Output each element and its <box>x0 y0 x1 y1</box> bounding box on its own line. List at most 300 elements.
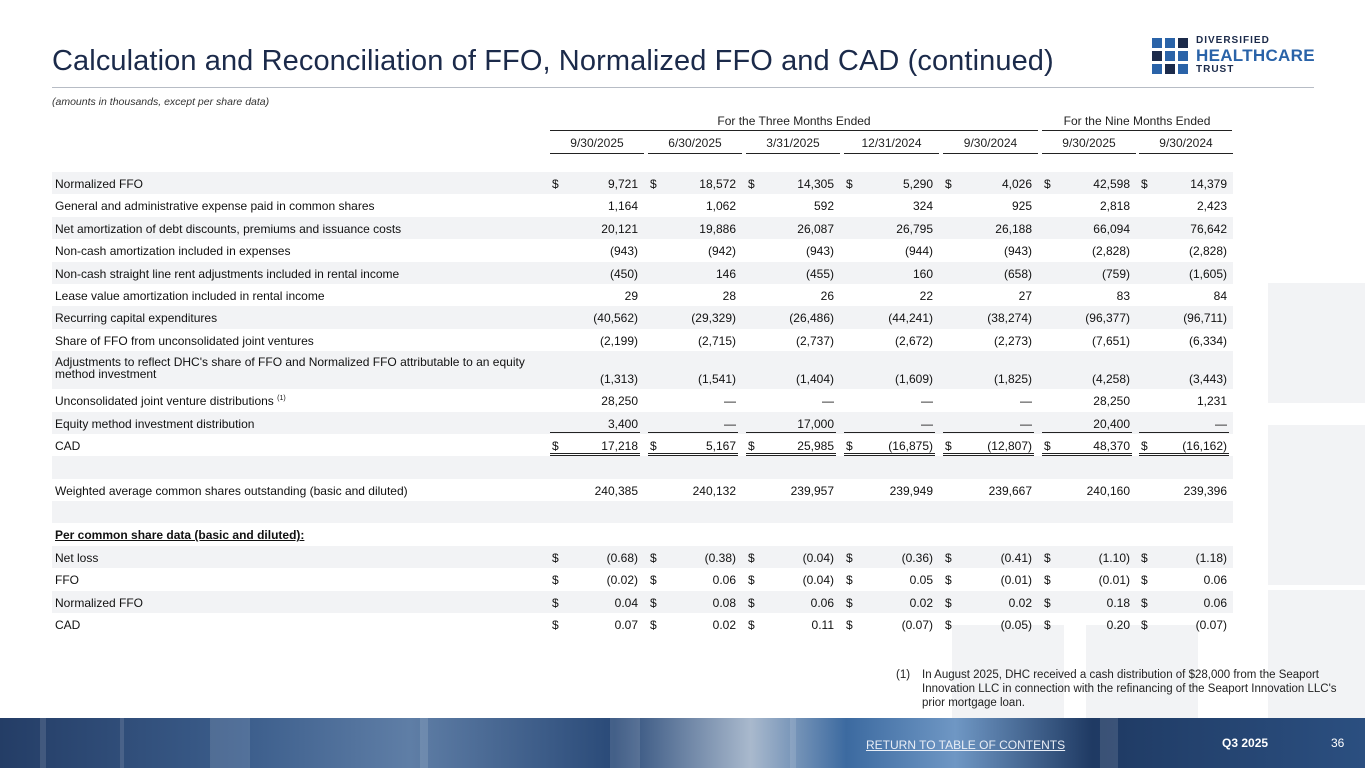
cell-value: (0.07) <box>901 618 933 633</box>
dollar-sign: $ <box>748 618 755 633</box>
footnote-number: (1) <box>896 669 911 681</box>
table-cell <box>746 439 836 456</box>
cell-value: — <box>1215 416 1227 431</box>
page-title: Calculation and Reconciliation of FFO, Normalized FFO and CAD (continued) <box>52 45 1054 77</box>
table-cell <box>943 439 1034 456</box>
table-cell <box>648 394 738 408</box>
logo-text-line-3: TRUST <box>1196 64 1235 75</box>
cell-value: (0.04) <box>802 550 834 565</box>
cell-value: 0.06 <box>810 595 834 610</box>
cell-value: 28 <box>722 288 736 303</box>
table-cell <box>844 484 935 498</box>
table-cell <box>1139 484 1229 498</box>
row-label <box>55 289 325 303</box>
table-cell <box>550 461 640 475</box>
table-cell <box>648 177 738 191</box>
cell-value: (2,199) <box>599 333 638 348</box>
table-cell <box>844 439 935 456</box>
dollar-sign: $ <box>552 550 559 565</box>
dollar-sign: $ <box>846 618 853 633</box>
cell-value: 4,026 <box>1001 177 1032 191</box>
cell-value: 28,250 <box>1093 394 1130 409</box>
table-row <box>52 306 1233 328</box>
cell-value: 3,400 <box>607 416 638 431</box>
table-cell <box>1139 573 1229 587</box>
table-row <box>52 412 1233 434</box>
table-cell <box>746 267 836 281</box>
cell-value: 22 <box>919 288 933 303</box>
table-cell <box>1139 199 1229 213</box>
dollar-sign: $ <box>846 438 853 453</box>
table-cell <box>943 199 1034 213</box>
table-row <box>52 501 1233 523</box>
cell-value: 5,290 <box>902 177 933 191</box>
row-label <box>55 199 375 213</box>
table-cell <box>648 244 738 258</box>
table-row <box>52 434 1233 456</box>
table-cell <box>844 177 935 191</box>
table-cell <box>943 222 1034 236</box>
dollar-sign: $ <box>1141 177 1148 191</box>
table-cell <box>1042 618 1132 632</box>
table-cell <box>844 244 935 258</box>
table-cell <box>746 394 836 408</box>
table-cell <box>648 267 738 281</box>
cell-value: 27 <box>1018 288 1032 303</box>
dollar-sign: $ <box>846 550 853 565</box>
dollar-sign: $ <box>945 573 952 588</box>
footer-quarter: Q3 2025 <box>1222 736 1269 750</box>
table-cell <box>648 506 738 520</box>
table-row <box>52 284 1233 306</box>
table-cell <box>746 372 836 386</box>
column-date-header: 9/30/2024 <box>943 136 1038 154</box>
cell-value: 0.06 <box>712 573 736 588</box>
cell-value: (0.41) <box>1000 550 1032 565</box>
cell-value: 240,385 <box>594 483 638 498</box>
table-cell <box>550 267 640 281</box>
title-divider <box>52 87 1314 88</box>
table-cell <box>550 394 640 408</box>
dollar-sign: $ <box>748 550 755 565</box>
table-cell <box>943 417 1034 433</box>
table-cell <box>550 177 640 191</box>
table-cell <box>943 244 1034 258</box>
table-cell <box>550 596 640 610</box>
row-label <box>55 484 408 498</box>
cell-value: (2,715) <box>697 333 736 348</box>
column-date-header: 9/30/2024 <box>1139 136 1233 154</box>
table-cell <box>844 618 935 632</box>
cell-value: (7,651) <box>1091 333 1130 348</box>
table-cell <box>844 506 935 520</box>
row-label-text: Adjustments to reflect DHC's share of FFO and Normalized FFO attributable to an equity method investment <box>55 355 525 382</box>
row-label <box>55 222 401 236</box>
row-label <box>55 618 80 632</box>
cell-value: (26,486) <box>789 311 834 326</box>
table-cell <box>1139 222 1229 236</box>
table-cell <box>550 417 640 433</box>
cell-value: 14,379 <box>1190 177 1227 191</box>
cell-value: (96,711) <box>1183 311 1227 326</box>
table-cell <box>943 311 1034 325</box>
table-cell <box>943 484 1034 498</box>
cell-value: 42,598 <box>1093 177 1130 191</box>
dollar-sign: $ <box>748 595 755 610</box>
row-label-text: Non-cash straight line rent adjustments included in rental income <box>55 266 400 281</box>
row-label <box>55 551 98 565</box>
cell-value: — <box>724 416 736 431</box>
row-label-text: Per common share data (basic and diluted): <box>55 528 305 543</box>
table-cell <box>746 618 836 632</box>
table-cell <box>1139 267 1229 281</box>
row-label <box>55 244 290 258</box>
row-label <box>55 356 535 380</box>
cell-value: (29,329) <box>691 311 736 326</box>
cell-value: (0.38) <box>704 550 736 565</box>
dollar-sign: $ <box>552 438 559 453</box>
row-label <box>55 334 314 348</box>
dollar-sign: $ <box>1141 438 1148 453</box>
table-cell <box>1042 177 1132 191</box>
table-row <box>52 351 1233 389</box>
table-cell <box>844 267 935 281</box>
table-cell <box>844 551 935 565</box>
cell-value: 160 <box>912 266 933 281</box>
cell-value: 17,218 <box>601 438 638 453</box>
cell-value: 0.06 <box>1203 595 1227 610</box>
row-label-text: Net loss <box>55 550 99 565</box>
cell-value: 29 <box>624 288 638 303</box>
table-cell <box>1042 244 1132 258</box>
table-cell <box>1042 311 1132 325</box>
column-date-header: 12/31/2024 <box>844 136 939 154</box>
cell-value: 239,667 <box>988 483 1032 498</box>
logo-text-line-2: HEALTHCARE <box>1196 46 1315 65</box>
cell-value: 0.02 <box>712 618 736 633</box>
table-cell <box>648 573 738 587</box>
cell-value: 239,957 <box>790 483 834 498</box>
cell-value: (38,274) <box>987 311 1032 326</box>
column-date-header: 9/30/2025 <box>550 136 644 154</box>
table-cell <box>550 289 640 303</box>
cell-value: (40,562) <box>593 311 638 326</box>
dollar-sign: $ <box>748 438 755 453</box>
table-cell <box>746 334 836 348</box>
table-cell <box>746 506 836 520</box>
table-cell <box>844 199 935 213</box>
cell-value: (0.36) <box>901 550 933 565</box>
footnote-ref: (1) <box>277 395 286 403</box>
dollar-sign: $ <box>748 177 755 191</box>
table-cell <box>648 618 738 632</box>
table-cell <box>943 618 1034 632</box>
row-label-text: Net amortization of debt discounts, premiums and issuance costs <box>55 221 402 236</box>
table-cell <box>1042 222 1132 236</box>
logo-text-line-1: DIVERSIFIED <box>1196 35 1270 46</box>
cell-value: (943) <box>609 244 638 259</box>
table-cell <box>1042 461 1132 475</box>
cell-value: (1.10) <box>1098 550 1130 565</box>
table-cell <box>746 596 836 610</box>
cell-value: — <box>1020 416 1032 431</box>
cell-value: 0.07 <box>614 618 638 633</box>
cell-value: (0.05) <box>1000 618 1032 633</box>
cell-value: 25,985 <box>797 438 834 453</box>
row-label-text: General and administrative expense paid in common shares <box>55 199 375 214</box>
cell-value: (1,609) <box>894 372 933 387</box>
cell-value: 83 <box>1116 288 1130 303</box>
table-cell <box>746 222 836 236</box>
cell-value: (759) <box>1101 266 1130 281</box>
cell-value: 240,160 <box>1086 483 1130 498</box>
cell-value: 592 <box>813 199 834 214</box>
table-cell <box>1042 528 1132 542</box>
row-label-text: Lease value amortization included in rental income <box>55 288 325 303</box>
table-cell <box>943 372 1034 386</box>
cell-value: (943) <box>1003 244 1032 259</box>
cell-value: 14,305 <box>797 177 834 191</box>
cell-value: (1,404) <box>795 372 834 387</box>
cell-value: — <box>1020 394 1032 409</box>
table-cell <box>844 311 935 325</box>
dollar-sign: $ <box>945 618 952 633</box>
table-cell <box>1042 394 1132 408</box>
cell-value: 0.04 <box>614 595 638 610</box>
table-cell <box>943 596 1034 610</box>
cell-value: 0.18 <box>1106 595 1130 610</box>
table-row <box>52 172 1233 194</box>
table-row <box>52 546 1233 568</box>
table-cell <box>1042 506 1132 520</box>
cell-value: 1,062 <box>705 199 736 214</box>
table-cell <box>746 573 836 587</box>
row-label <box>55 267 399 281</box>
dollar-sign: $ <box>748 573 755 588</box>
table-row <box>52 194 1233 216</box>
row-label-text: CAD <box>55 438 81 453</box>
dollar-sign: $ <box>1141 550 1148 565</box>
table-cell <box>1042 199 1132 213</box>
cell-value: (0.68) <box>606 550 638 565</box>
table-cell <box>844 222 935 236</box>
cell-value: 20,400 <box>1093 416 1130 431</box>
cell-value: 0.05 <box>909 573 933 588</box>
table-cell <box>746 289 836 303</box>
dollar-sign: $ <box>552 618 559 633</box>
table-cell <box>648 311 738 325</box>
table-cell <box>1042 289 1132 303</box>
table-cell <box>550 528 640 542</box>
cell-value: (2,828) <box>1188 244 1227 259</box>
cell-value: 17,000 <box>797 416 834 431</box>
row-label-text: CAD <box>55 618 81 633</box>
table-cell <box>746 461 836 475</box>
table-cell <box>648 417 738 433</box>
table-cell <box>648 551 738 565</box>
row-label-text: FFO <box>55 573 79 588</box>
table-cell <box>746 199 836 213</box>
dollar-sign: $ <box>1141 595 1148 610</box>
cell-value: (1,825) <box>993 372 1032 387</box>
dollar-sign: $ <box>650 573 657 588</box>
cell-value: (16,162) <box>1182 438 1227 453</box>
cell-value: 146 <box>715 266 736 281</box>
table-cell <box>1139 417 1229 433</box>
dollar-sign: $ <box>552 177 559 191</box>
cell-value: (944) <box>904 244 933 259</box>
row-label <box>55 311 217 325</box>
table-cell <box>844 596 935 610</box>
cell-value: 9,721 <box>607 177 638 191</box>
cell-value: 26,188 <box>995 221 1032 236</box>
table-cell <box>1139 528 1229 542</box>
header-three-months: For the Three Months Ended <box>550 114 1038 131</box>
dollar-sign: $ <box>552 573 559 588</box>
table-cell <box>550 484 640 498</box>
table-cell <box>1139 439 1229 456</box>
row-label-text: Recurring capital expenditures <box>55 311 218 326</box>
cell-value: (44,241) <box>888 311 933 326</box>
table-cell <box>943 267 1034 281</box>
cell-value: 66,094 <box>1093 221 1130 236</box>
cell-value: 20,121 <box>601 221 638 236</box>
cell-value: (4,258) <box>1091 372 1130 387</box>
table-cell <box>943 289 1034 303</box>
table-cell <box>844 461 935 475</box>
table-cell <box>746 311 836 325</box>
table-cell <box>1042 439 1132 456</box>
page-subtitle: (amounts in thousands, except per share data) <box>52 96 270 108</box>
table-cell <box>550 372 640 386</box>
table-cell <box>844 289 935 303</box>
cell-value: 18,572 <box>699 177 736 191</box>
cell-value: (2,737) <box>795 333 834 348</box>
dollar-sign: $ <box>1044 573 1051 588</box>
cell-value: (455) <box>805 266 834 281</box>
return-to-toc-link[interactable]: RETURN TO TABLE OF CONTENTS <box>866 738 1066 752</box>
table-cell <box>943 573 1034 587</box>
table-row <box>52 329 1233 351</box>
table-cell <box>648 334 738 348</box>
cell-value: — <box>822 394 834 409</box>
dollar-sign: $ <box>650 595 657 610</box>
table-cell <box>844 394 935 408</box>
table-cell <box>550 199 640 213</box>
cell-value: (96,377) <box>1085 311 1130 326</box>
cell-value: 0.08 <box>712 595 736 610</box>
cell-value: (16,875) <box>888 438 933 453</box>
table-cell <box>1042 372 1132 386</box>
row-label-text: Equity method investment distribution <box>55 416 255 431</box>
column-date-header: 6/30/2025 <box>648 136 742 154</box>
table-cell <box>1139 394 1229 408</box>
table-cell <box>550 618 640 632</box>
table-cell <box>943 551 1034 565</box>
dollar-sign: $ <box>1044 618 1051 633</box>
table-row <box>52 591 1233 613</box>
row-label <box>55 394 286 408</box>
cell-value: (3,443) <box>1188 372 1227 387</box>
table-cell <box>1042 484 1132 498</box>
header-nine-months: For the Nine Months Ended <box>1042 114 1232 131</box>
dollar-sign: $ <box>1044 595 1051 610</box>
cell-value: 48,370 <box>1093 438 1130 453</box>
cell-value: (943) <box>805 244 834 259</box>
table-cell <box>844 528 935 542</box>
cell-value: 26,795 <box>896 221 933 236</box>
cell-value: 1,231 <box>1196 394 1227 409</box>
table-cell <box>1139 311 1229 325</box>
background-block <box>1268 425 1365 585</box>
table-cell <box>1042 596 1132 610</box>
table-cell <box>648 439 738 456</box>
dollar-sign: $ <box>1044 550 1051 565</box>
cell-value: 0.02 <box>1008 595 1032 610</box>
table-row <box>52 217 1233 239</box>
table-cell <box>648 199 738 213</box>
cell-value: 2,818 <box>1099 199 1130 214</box>
reconciliation-table <box>52 172 1233 635</box>
table-cell <box>943 177 1034 191</box>
cell-value: (0.07) <box>1195 618 1227 633</box>
column-date-header: 9/30/2025 <box>1042 136 1136 154</box>
dollar-sign: $ <box>846 595 853 610</box>
table-cell <box>648 222 738 236</box>
dollar-sign: $ <box>552 595 559 610</box>
table-cell <box>1139 461 1229 475</box>
cell-value: (1.18) <box>1195 550 1227 565</box>
cell-value: (2,672) <box>894 333 933 348</box>
cell-value: (450) <box>609 266 638 281</box>
cell-value: 2,423 <box>1196 199 1227 214</box>
table-row <box>52 613 1233 635</box>
table-cell <box>943 506 1034 520</box>
row-label-text: Non-cash amortization included in expenses <box>55 244 291 259</box>
table-cell <box>746 244 836 258</box>
cell-value: — <box>921 394 933 409</box>
table-cell <box>844 417 935 433</box>
dollar-sign: $ <box>1044 438 1051 453</box>
table-cell <box>1042 573 1132 587</box>
table-row <box>52 239 1233 261</box>
cell-value: (0.04) <box>802 573 834 588</box>
table-cell <box>844 372 935 386</box>
table-cell <box>550 551 640 565</box>
cell-value: 0.02 <box>909 595 933 610</box>
dollar-sign: $ <box>650 618 657 633</box>
page-number: 36 <box>1331 736 1345 750</box>
row-label-text: Normalized FFO <box>55 595 144 610</box>
cell-value: 26,087 <box>797 221 834 236</box>
cell-value: (2,828) <box>1091 244 1130 259</box>
cell-value: (2,273) <box>993 333 1032 348</box>
table-cell <box>1139 177 1229 191</box>
row-label-text: Weighted average common shares outstanding (basic and diluted) <box>55 483 408 498</box>
table-cell <box>550 573 640 587</box>
cell-value: (1,605) <box>1188 266 1227 281</box>
cell-value: 240,132 <box>692 483 736 498</box>
table-cell <box>648 289 738 303</box>
table-cell <box>1042 267 1132 281</box>
dollar-sign: $ <box>1141 573 1148 588</box>
table-cell <box>550 334 640 348</box>
table-cell <box>746 551 836 565</box>
table-cell <box>1139 289 1229 303</box>
table-cell <box>1139 372 1229 386</box>
dollar-sign: $ <box>846 573 853 588</box>
cell-value: (6,334) <box>1188 333 1227 348</box>
